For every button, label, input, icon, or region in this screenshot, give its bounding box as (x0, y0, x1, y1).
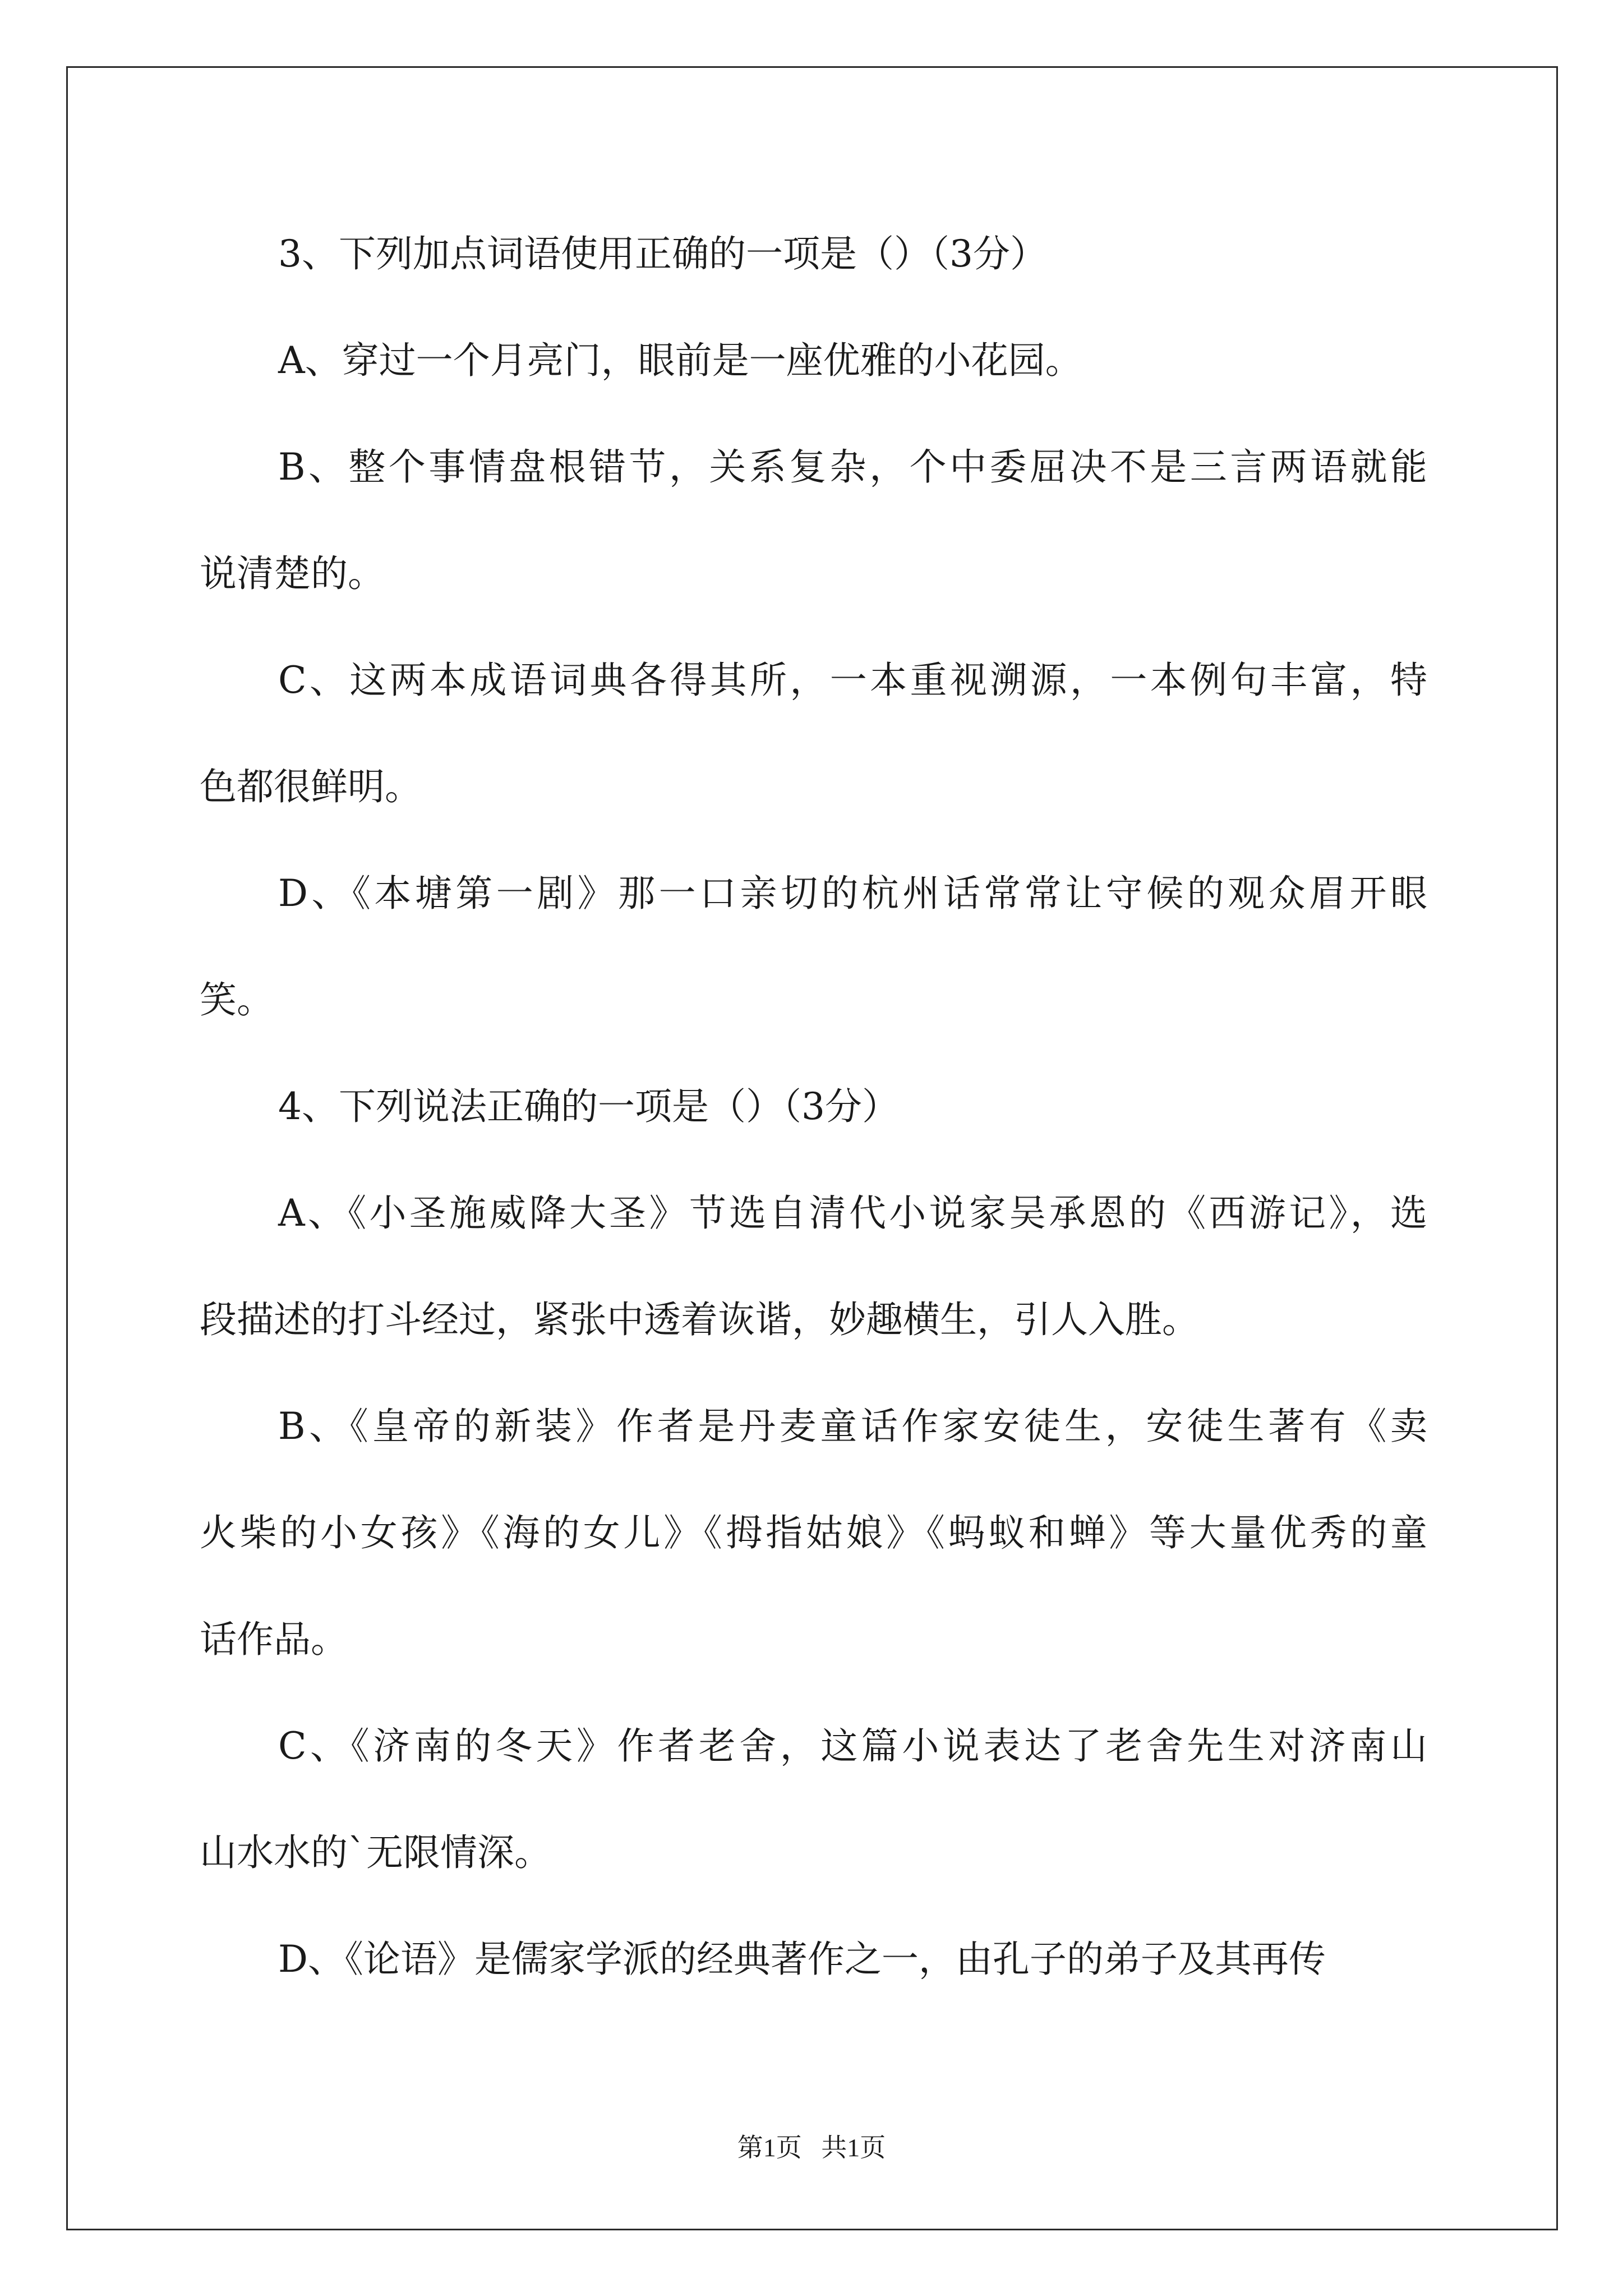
paragraph-continuation: 笑。 (200, 978, 274, 1022)
paragraph-continuation: 山水水的`无限情深。 (200, 1831, 551, 1874)
page-footer: 第1页 共1页 (737, 2133, 886, 2162)
paragraph-line: A、《小圣施威降大圣》节选自清代小说家吴承恩的《西游记》，选 (278, 1191, 1431, 1235)
paragraph-continuation: 火柴的小女孩》《海的女儿》《拇指姑娘》《蚂蚁和蝉》等大量优秀的童 (200, 1511, 1431, 1554)
paragraph-continuation: 说清楚的。 (200, 552, 385, 595)
page-border (66, 66, 1558, 2230)
paragraph-line: 4、下列说法正确的一项是（）（3分） (278, 1085, 899, 1128)
paragraph-line: B、《皇帝的新装》作者是丹麦童话作家安徒生，安徒生著有《卖 (278, 1405, 1431, 1448)
paragraph-line: C、这两本成语词典各得其所，一本重视溯源，一本例句丰富，特 (278, 659, 1431, 702)
paragraph-line: C、《济南的冬天》作者老舍，这篇小说表达了老舍先生对济南山 (278, 1724, 1431, 1768)
paragraph-line: B、整个事情盘根错节，关系复杂，个中委屈决不是三言两语就能 (278, 445, 1431, 489)
paragraph-continuation: 话作品。 (200, 1618, 348, 1661)
paragraph-line: D、《本塘第一剧》那一口亲切的杭州话常常让守候的观众眉开眼 (278, 872, 1431, 915)
paragraph-continuation: 色都很鲜明。 (200, 765, 422, 808)
paragraph-continuation: 段描述的打斗经过，紧张中透着诙谐，妙趣横生，引人入胜。 (200, 1298, 1199, 1341)
paragraph-line: D、《论语》是儒家学派的经典著作之一，由孔子的弟子及其再传 (278, 1938, 1326, 1981)
paragraph-line: A、穿过一个月亮门，眼前是一座优雅的小花园。 (278, 339, 1082, 382)
paragraph-line: 3、下列加点词语使用正确的一项是（）（3分） (278, 232, 1047, 275)
